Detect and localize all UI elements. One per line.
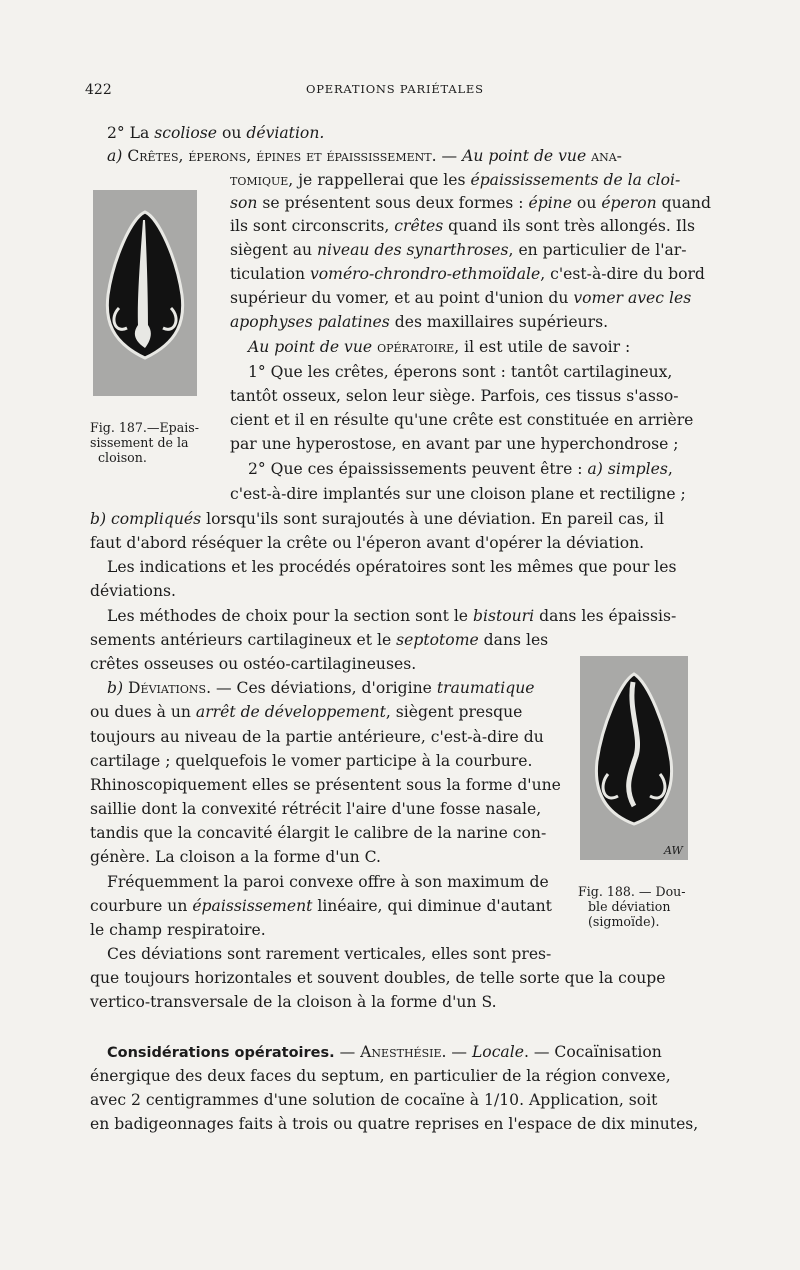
paragraph-line: génère. La cloison a la forme d'un C. [90,848,381,866]
paragraph-line: b) Déviations. — Ces déviations, d'origine traumatique [107,679,535,697]
section-heading: 2° La scoliose ou déviation. [107,124,325,142]
figure-187-image [93,190,197,396]
paragraph-line: cient et il en résulte qu'une crête est constituée en arrière [230,411,694,429]
paragraph-line: 2° Que ces épaississements peuvent être : a) simples, [248,460,673,478]
paragraph-line: ticulation voméro-chrondro-ethmoïdale, c'est-à-dire du bord [230,265,705,283]
paragraph-line: avec 2 centigrammes d'une solution de cocaïne à 1/10. Application, soit [90,1091,658,1109]
nasal-septum-illustration [580,656,688,860]
paragraph-line: courbure un épaississement linéaire, qui diminue d'autant [90,897,552,915]
paragraph-line: c'est-à-dire implantés sur une cloison plane et rectiligne ; [230,485,686,503]
figure-caption: Fig. 187.—Epais- sissement de la cloison. [90,420,199,465]
paragraph-line: déviations. [90,582,176,600]
paragraph-line: Les méthodes de choix pour la section sont le bistouri dans les épaissis- [107,607,677,625]
paragraph-line: tantôt osseux, selon leur siège. Parfois, ces tissus s'asso- [230,387,679,405]
paragraph-line: son se présentent sous deux formes : épine ou éperon quand [230,194,711,212]
paragraph-line: supérieur du vomer, et au point d'union du vomer avec les [230,289,692,307]
paragraph-line: par une hyperostose, en avant par une hyperchondrose ; [230,435,679,453]
paragraph-line: cartilage ; quelquefois le vomer participe à la courbure. [90,752,533,770]
paragraph-line: apophyses palatines des maxillaires supérieurs. [230,313,609,331]
section-heading: Considérations opératoires. — Anesthésie. — Locale. — Cocaïnisation [107,1043,662,1061]
paragraph-line: crêtes osseuses ou ostéo-cartilagineuses. [90,655,417,673]
paragraph-line: ils sont circonscrits, crêtes quand ils sont très allongés. Ils [230,217,695,235]
paragraph-line: en badigeonnages faits à trois ou quatre reprises en l'espace de dix minutes, [90,1115,699,1133]
paragraph-line: que toujours horizontales et souvent doubles, de telle sorte que la coupe [90,969,666,987]
page-number: 422 [85,82,112,98]
paragraph-line: le champ respiratoire. [90,921,266,939]
paragraph-line: Ces déviations sont rarement verticales, elles sont pres- [107,945,552,963]
paragraph-line: vertico-transversale de la cloison à la forme d'un S. [90,993,497,1011]
paragraph-line: Rhinoscopiquement elles se présentent sous la forme d'une [90,776,561,794]
paragraph-line: faut d'abord réséquer la crête ou l'éperon avant d'opérer la déviation. [90,534,645,552]
paragraph-line: a) Crêtes, éperons, épines et épaississement. — Au point de vue ana- [107,147,622,165]
paragraph-line: Les indications et les procédés opératoires sont les mêmes que pour les [107,558,677,576]
paragraph-line: siègent au niveau des synarthroses, en particulier de l'ar- [230,241,687,259]
paragraph-line: tandis que la concavité élargit le calibre de la narine con- [90,824,547,842]
illustrator-signature: AW [664,844,683,857]
paragraph-line: toujours au niveau de la partie antérieure, c'est-à-dire du [90,728,544,746]
paragraph-line: 1° Que les crêtes, éperons sont : tantôt cartilagineux, [248,363,673,381]
paragraph-line: tomique, je rappellerai que les épaississements de la cloi- [230,171,681,189]
nasal-septum-illustration [93,190,197,396]
paragraph-line: sements antérieurs cartilagineux et le septotome dans les [90,631,549,649]
paragraph-line: b) compliqués lorsqu'ils sont surajoutés à une déviation. En pareil cas, il [90,510,664,528]
running-head: OPERATIONS PARIÉTALES [306,82,484,96]
paragraph-line: énergique des deux faces du septum, en particulier de la région convexe, [90,1067,671,1085]
paragraph-line: Fréquemment la paroi convexe offre à son maximum de [107,873,549,891]
paragraph-line: ou dues à un arrêt de développement, siègent presque [90,703,523,721]
paragraph-line: saillie dont la convexité rétrécit l'aire d'une fosse nasale, [90,800,542,818]
figure-188-image [580,656,688,860]
paragraph-line: Au point de vue opératoire, il est utile de savoir : [248,338,631,356]
figure-caption: Fig. 188. — Dou- ble déviation (sigmoïde). [578,884,686,929]
